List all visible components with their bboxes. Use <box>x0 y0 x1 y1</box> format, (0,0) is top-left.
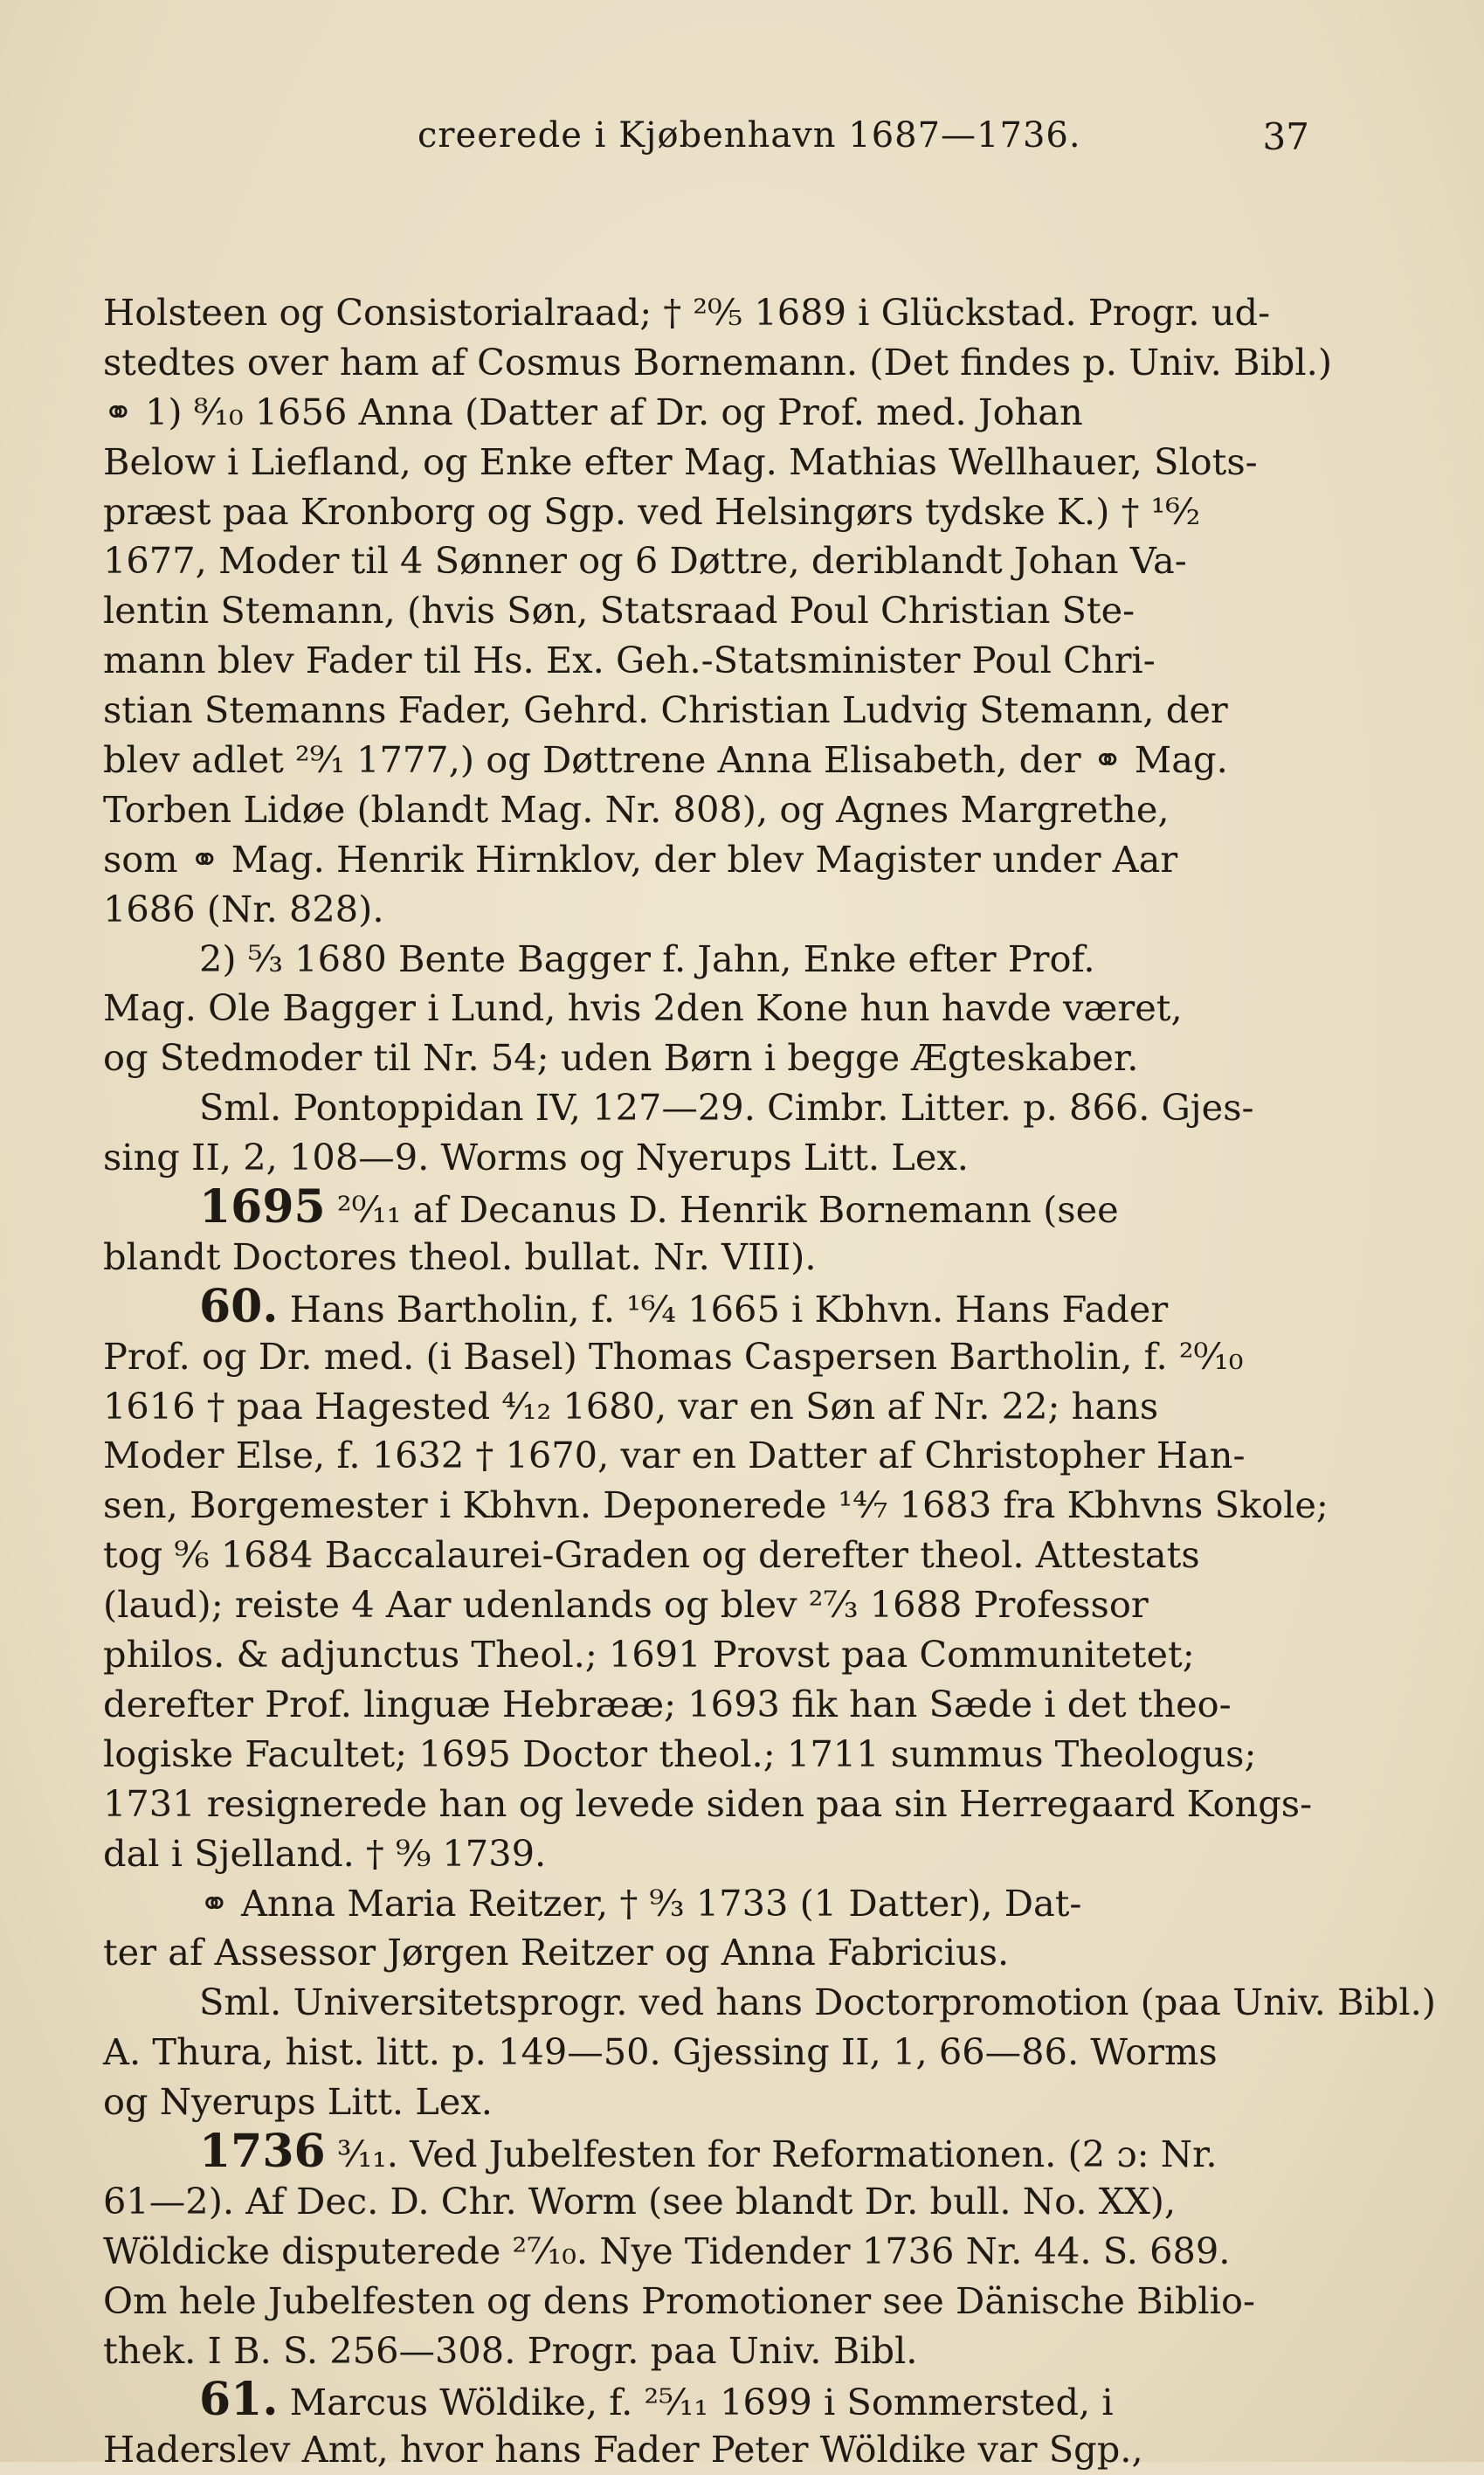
text-line <box>103 487 1309 537</box>
text-line <box>103 438 1309 487</box>
text-line <box>103 2227 1309 2277</box>
line-text: 1731 resignerede han og levede siden paa sin Herregaard Kongs- <box>103 1781 1313 1825</box>
text-line <box>103 736 1309 785</box>
line-text: Mag. Ole Bagger i Lund, hvis 2den Kone hun havde været, <box>103 986 1183 1030</box>
entry-number: 1736 <box>199 2124 326 2178</box>
line-text: blandt Doctores theol. bullat. Nr. VIII). <box>103 1234 817 1278</box>
entry-number: 61. <box>199 2373 279 2427</box>
line-text: A. Thura, hist. litt. p. 149—50. Gjessing II, 1, 66—86. Worms <box>103 2030 1218 2074</box>
line-text: og Stedmoder til Nr. 54; uden Børn i begge Ægteskaber. <box>103 1036 1139 1080</box>
text-line <box>103 2277 1309 2326</box>
line-text: Torben Lidøe (blandt Mag. Nr. 808), og Agnes Margrethe, <box>103 787 1170 831</box>
line-text: 2) ⁵⁄₃ 1680 Bente Bagger f. Jahn, Enke efter Prof. <box>199 937 1095 980</box>
entry-number: 60. <box>199 1279 279 1333</box>
text-line <box>103 2425 1309 2475</box>
page-header <box>103 105 1309 183</box>
running-title: creerede i Kjøbenhavn 1687—1736. <box>418 115 1081 156</box>
line-text: (laud); reiste 4 Aar udenlands og blev ²⁷⁄₃ 1688 Professor <box>103 1583 1149 1627</box>
text-line <box>103 2375 1309 2425</box>
text-line <box>103 536 1309 586</box>
text-line <box>103 885 1309 935</box>
text-line <box>103 1879 1309 1929</box>
text-line <box>103 1083 1309 1133</box>
text-line <box>103 1431 1309 1481</box>
text-line <box>103 1382 1309 1432</box>
body-text <box>103 288 1436 2475</box>
text-line <box>103 1133 1309 1183</box>
text-line <box>103 1928 1309 1978</box>
text-line <box>103 1580 1309 1630</box>
line-text: 1616 † paa Hagested ⁴⁄₁₂ 1680, var en Søn af Nr. 22; hans <box>103 1384 1159 1428</box>
line-text: mann blev Fader til Hs. Ex. Geh.-Statsminister Poul Chri- <box>103 639 1156 682</box>
text-line <box>103 1630 1309 1680</box>
text-line <box>103 1233 1309 1282</box>
line-text: 1686 (Nr. 828). <box>103 887 384 930</box>
text-line <box>103 1481 1329 1531</box>
text-line <box>103 1034 1309 1083</box>
line-text: philos. & adjunctus Theol.; 1691 Provst paa Communitetet; <box>103 1633 1195 1677</box>
text-line <box>103 2077 1309 2127</box>
text-line <box>103 835 1309 885</box>
text-line <box>103 935 1309 985</box>
text-line <box>103 586 1309 636</box>
text-line <box>103 686 1309 736</box>
line-text: Moder Else, f. 1632 † 1670, var en Datter af Christopher Han- <box>103 1434 1246 1477</box>
line-text: stedtes over ham af Cosmus Bornemann. (Det findes p. Univ. Bibl.) <box>103 340 1333 384</box>
text-line <box>103 1780 1313 1829</box>
line-text: 1677, Moder til 4 Sønner og 6 Døttre, deriblandt Johan Va- <box>103 539 1187 583</box>
line-text: sing II, 2, 108—9. Worms og Nyerups Litt. Lex. <box>103 1136 969 1179</box>
line-text: tog ⁹⁄₆ 1684 Baccalaurei-Graden og derefter theol. Attestats <box>103 1533 1200 1577</box>
line-text: Hans Bartholin, f. ¹⁶⁄₄ 1665 i Kbhvn. Hans Fader <box>278 1287 1169 1331</box>
line-text: thek. I B. S. 256—308. Progr. paa Univ. Bibl. <box>103 2328 918 2372</box>
text-line <box>103 1978 1436 2028</box>
text-line <box>103 1279 1309 1333</box>
line-text: 61—2). Af Dec. D. Chr. Worm (see blandt Dr. bull. No. XX), <box>103 2179 1177 2223</box>
line-text: Wöldicke disputerede ²⁷⁄₁₀. Nye Tidender 1736 Nr. 44. S. 689. <box>103 2229 1231 2272</box>
line-text: Holsteen og Consistorialraad; † ²⁰⁄₅ 1689 i Glückstad. Progr. ud- <box>103 291 1271 334</box>
line-text: Below i Liefland, og Enke efter Mag. Mathias Wellhauer, Slots- <box>103 439 1258 483</box>
line-text: og Nyerups Litt. Lex. <box>103 2080 493 2124</box>
text-line <box>103 2326 1309 2376</box>
line-text: Marcus Wöldike, f. ²⁵⁄₁₁ 1699 i Sommersted, i <box>278 2381 1114 2424</box>
text-line <box>103 1180 1309 1234</box>
line-text: Haderslev Amt, hvor hans Fader Peter Wöldike var Sgp., <box>103 2428 1143 2472</box>
line-text: ⚭ Anna Maria Reitzer, † ⁹⁄₃ 1733 (1 Datter), Dat- <box>199 1881 1082 1925</box>
line-text: ³⁄₁₁. Ved Jubelfesten for Reformationen. (2 ɔ: Nr. <box>325 2132 1218 2175</box>
line-text: ⚭ 1) ⁸⁄₁₀ 1656 Anna (Datter af Dr. og Prof. med. Johan <box>103 390 1083 433</box>
text-line <box>103 2124 1309 2178</box>
line-text: logiske Facultet; 1695 Doctor theol.; 1711 summus Theologus; <box>103 1732 1257 1775</box>
line-text: som ⚭ Mag. Henrik Hirnklov, der blev Magister under Aar <box>103 837 1178 881</box>
page-number: 37 <box>1262 115 1309 158</box>
line-text: ²⁰⁄₁₁ af Decanus D. Henrik Bornemann (see <box>325 1188 1119 1232</box>
line-text: dal i Sjelland. † ⁹⁄₉ 1739. <box>103 1831 547 1875</box>
line-text: stian Stemanns Fader, Gehrd. Christian Ludvig Stemann, der <box>103 688 1228 732</box>
text-line <box>103 288 1309 338</box>
line-text: præst paa Kronborg og Sgp. ved Helsingørs tydske K.) † ¹⁶⁄₂ <box>103 489 1201 533</box>
text-line <box>103 984 1309 1034</box>
text-line <box>103 2177 1309 2227</box>
text-line <box>103 338 1333 388</box>
line-text: Prof. og Dr. med. (i Basel) Thomas Caspersen Bartholin, f. ²⁰⁄₁₀ <box>103 1334 1244 1378</box>
text-line <box>103 388 1309 438</box>
text-line <box>103 1829 1309 1879</box>
text-line <box>103 636 1309 686</box>
entry-number: 1695 <box>199 1180 326 1234</box>
line-text: lentin Stemann, (hvis Søn, Statsraad Poul Christian Ste- <box>103 589 1135 633</box>
line-text: ter af Assessor Jørgen Reitzer og Anna Fabricius. <box>103 1931 1010 1974</box>
text-line <box>103 1332 1309 1382</box>
text-line <box>103 1730 1309 1780</box>
text-line <box>103 785 1309 835</box>
text-line <box>103 2028 1309 2077</box>
line-text: sen, Borgemester i Kbhvn. Deponerede ¹⁴⁄₇ 1683 fra Kbhvns Skole; <box>103 1483 1329 1527</box>
line-text: derefter Prof. linguæ Hebrææ; 1693 fik han Sæde i det theo- <box>103 1682 1232 1725</box>
line-text: Sml. Universitetsprogr. ved hans Doctorpromotion (paa Univ. Bibl.) <box>199 1981 1436 2024</box>
text-line <box>103 1680 1309 1730</box>
text-line <box>103 1531 1309 1580</box>
line-text: Om hele Jubelfesten og dens Promotioner see Dänische Biblio- <box>103 2278 1255 2322</box>
line-text: blev adlet ²⁹⁄₁ 1777,) og Døttrene Anna Elisabeth, der ⚭ Mag. <box>103 738 1228 782</box>
line-text: Sml. Pontoppidan IV, 127—29. Cimbr. Litter. p. 866. Gjes- <box>199 1086 1254 1130</box>
